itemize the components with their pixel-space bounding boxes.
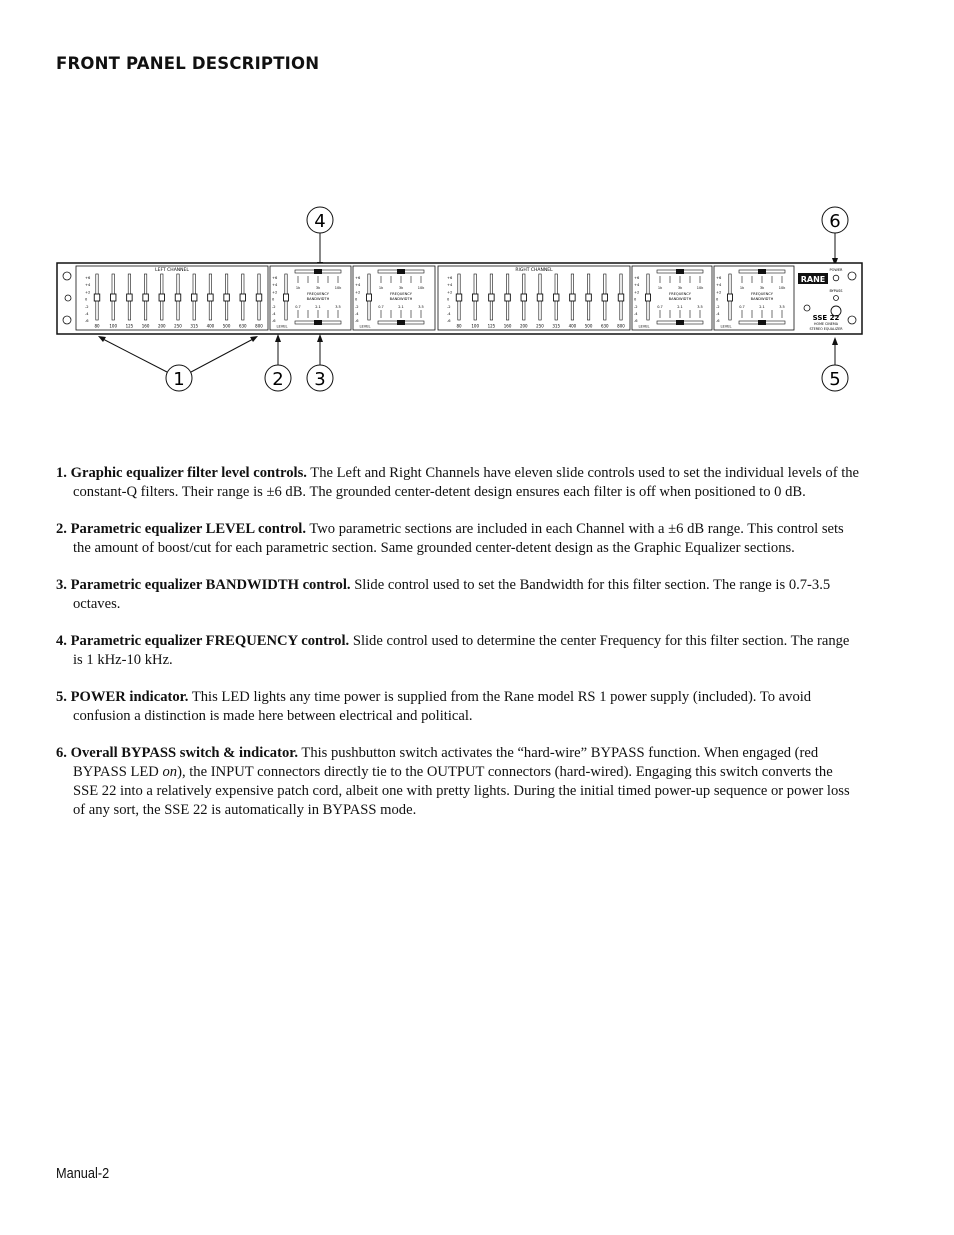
item-number: 5.: [56, 689, 67, 706]
db-scale-label: -6: [355, 319, 359, 324]
param-level-label: LEVEL: [638, 324, 650, 329]
eq-band-label: 800: [255, 323, 263, 329]
db-scale-label: -2: [355, 304, 359, 309]
item-3: [56, 576, 861, 614]
graphic-eq-slider-knob: [618, 294, 624, 301]
bandwidth-tick-label: 2.1: [398, 305, 404, 309]
graphic-eq-slider-knob: [224, 294, 230, 301]
db-scale-label: -4: [272, 312, 276, 316]
db-scale-label: -6: [716, 319, 720, 324]
item-text: Slide control used to set the Bandwidth for this filter section. The range is 0.7-3.5 octaves.: [73, 577, 831, 612]
bandwidth-tick-label: 0.7: [378, 305, 384, 309]
bypass-label: BYPASS: [829, 289, 843, 293]
description-list: [56, 464, 861, 838]
db-scale-label: -6: [272, 319, 276, 324]
param-level-slider-knob: [367, 294, 372, 301]
power-label: POWER: [829, 268, 843, 272]
db-scale-label: +6: [716, 276, 722, 280]
db-scale-label: 0: [634, 297, 637, 302]
model-label: SSE 22: [812, 314, 840, 322]
graphic-eq-slider-knob: [570, 294, 576, 301]
graphic-eq-slider-knob: [553, 294, 559, 301]
graphic-eq-slider-knob: [602, 294, 608, 301]
db-scale-label: -6: [447, 319, 451, 324]
graphic-eq-slider-knob: [175, 294, 181, 301]
param-bandwidth-knob: [397, 320, 405, 325]
callout-number-6: 6: [829, 211, 841, 232]
db-scale-label: -2: [716, 304, 720, 309]
eq-band-label: 250: [174, 323, 182, 329]
left-channel-title: LEFT CHANNEL: [155, 268, 189, 273]
eq-band-label: 400: [568, 323, 577, 329]
frequency-label: FREQUENCY: [307, 292, 329, 296]
db-scale-label: +4: [355, 283, 361, 288]
item-text: ), the INPUT connectors directly tie to the OUTPUT connectors (hard-wired). Engaging this switch converts the SSE 22 into a relatively expensive patch cord, albeit one with pretty lights. During the initial timed power-up sequence or power loss of any sort, the SSE 22 is automatically in BYPASS mode.: [73, 764, 850, 818]
frequency-tick-label: 3k: [315, 286, 321, 290]
db-scale-label: -2: [272, 304, 276, 309]
eq-band-label: 200: [519, 323, 528, 329]
graphic-eq-slider-knob: [489, 294, 495, 301]
param-level-slider-knob: [646, 294, 651, 301]
eq-band-label: 160: [141, 323, 150, 329]
bandwidth-tick-label: 3.5: [779, 305, 785, 309]
db-scale-label: +2: [85, 290, 91, 295]
item-title: Graphic equalizer filter level controls.: [70, 465, 307, 481]
graphic-eq-slider-knob: [240, 294, 246, 301]
graphic-eq-slider-knob: [94, 294, 100, 301]
item-title: Parametric equalizer BANDWIDTH control.: [70, 577, 351, 594]
db-scale-label: +6: [272, 276, 278, 280]
eq-band-label: 100: [471, 323, 480, 329]
frequency-tick-label: 3k: [759, 286, 765, 290]
param-level-label: LEVEL: [359, 324, 371, 329]
db-scale-label: -2: [447, 304, 451, 309]
graphic-eq-slider-knob: [586, 294, 592, 301]
param-frequency-knob: [314, 269, 322, 274]
frequency-tick-label: 3k: [398, 286, 404, 290]
eq-band-label: 400: [206, 323, 215, 329]
param-level-slider-knob: [728, 294, 733, 301]
item-text: This pushbutton switch activates the “hard-wire” BYPASS function. When engaged (red BYPASS LED: [73, 745, 819, 781]
item-4: [56, 632, 861, 670]
bandwidth-tick-label: 3.5: [335, 305, 341, 309]
db-scale-label: +4: [716, 283, 722, 288]
db-scale-label: -2: [634, 304, 638, 309]
db-scale-label: -4: [634, 312, 638, 316]
item-text: Two parametric sections are included in each Channel with a ±6 dB range. This control sets the amount of boost/cut for each parametric section. Same grounded center-detent design as the Graphic Equalizer sections.: [73, 521, 844, 556]
item-text: Slide control used to determine the center Frequency for this filter section. The range is 1 kHz-10 kHz.: [73, 633, 850, 669]
item-text: This LED lights any time power is supplied from the Rane model RS 1 power supply (included). To avoid confusion a distinction is made here between electrical and political.: [73, 689, 812, 725]
db-scale-label: +4: [85, 283, 91, 288]
item-number: 1.: [56, 465, 67, 481]
db-scale-label: +6: [447, 276, 453, 280]
rane-logo-text: RANE: [800, 275, 826, 284]
db-scale-label: +4: [634, 283, 640, 288]
db-scale-label: +2: [447, 290, 453, 295]
bandwidth-label: BANDWIDTH: [389, 297, 413, 301]
frequency-tick-label: 1k: [295, 286, 301, 290]
page-heading: FRONT PANEL DESCRIPTION: [56, 54, 320, 73]
eq-band-label: 500: [584, 323, 593, 329]
param-bandwidth-knob: [758, 320, 766, 325]
right-channel-title: RIGHT CHANNEL: [515, 268, 553, 273]
param-level-label: LEVEL: [276, 324, 288, 329]
bandwidth-tick-label: 3.5: [418, 305, 424, 309]
frequency-label: FREQUENCY: [390, 292, 412, 296]
model-line-1: HOME CINEMA: [814, 322, 838, 326]
db-scale-label: -6: [85, 319, 89, 324]
bandwidth-tick-label: 0.7: [739, 305, 745, 309]
bandwidth-tick-label: 2.1: [315, 305, 321, 309]
callout-number-3: 3: [314, 369, 326, 390]
db-scale-label: +4: [447, 283, 453, 288]
bandwidth-tick-label: 0.7: [657, 305, 663, 309]
frequency-tick-label: 1k: [657, 286, 663, 290]
bandwidth-tick-label: 2.1: [759, 305, 765, 309]
frequency-tick-label: 10k: [696, 286, 704, 290]
item-number: 3.: [56, 577, 67, 594]
db-scale-label: -4: [355, 312, 359, 316]
frequency-tick-label: 1k: [378, 286, 384, 290]
graphic-eq-slider-knob: [143, 294, 149, 301]
frequency-tick-label: 10k: [778, 286, 786, 290]
graphic-eq-slider-knob: [456, 294, 462, 301]
eq-band-label: 630: [600, 323, 609, 329]
frequency-tick-label: 10k: [417, 286, 425, 290]
db-scale-label: -4: [716, 312, 720, 316]
item-number: 4.: [56, 633, 67, 650]
item-2: [56, 520, 861, 558]
frequency-tick-label: 3k: [677, 286, 683, 290]
bandwidth-tick-label: 2.1: [677, 305, 683, 309]
callout-number-4: 4: [314, 211, 326, 232]
graphic-eq-slider-knob: [537, 294, 543, 301]
db-scale-label: -4: [447, 312, 451, 316]
bandwidth-tick-label: 0.7: [295, 305, 301, 309]
db-scale-label: 0: [355, 297, 358, 302]
graphic-eq-slider-knob: [256, 294, 262, 301]
db-scale-label: +6: [634, 276, 640, 280]
model-line-2: STEREO EQUALIZER: [809, 327, 843, 331]
item-number: 2.: [56, 521, 67, 538]
eq-band-label: 315: [552, 323, 561, 329]
db-scale-label: +2: [634, 290, 640, 295]
front-panel-figure: [0, 195, 954, 405]
eq-band-label: 315: [190, 323, 199, 329]
eq-band-label: 80: [94, 323, 100, 329]
db-scale-label: 0: [85, 297, 88, 302]
bandwidth-label: BANDWIDTH: [750, 297, 774, 301]
db-scale-label: 0: [447, 297, 450, 302]
callout-number-2: 2: [272, 369, 284, 390]
db-scale-label: 0: [716, 297, 719, 302]
bandwidth-label: BANDWIDTH: [306, 297, 330, 301]
callout-number-1: 1: [173, 369, 185, 390]
db-scale-label: +2: [272, 290, 278, 295]
db-scale-label: -4: [85, 312, 89, 316]
param-frequency-knob: [397, 269, 405, 274]
frequency-tick-label: 10k: [334, 286, 342, 290]
item-1: [56, 464, 861, 502]
param-bandwidth-knob: [314, 320, 322, 325]
param-frequency-knob: [758, 269, 766, 274]
db-scale-label: 0: [272, 297, 275, 302]
db-scale-label: +6: [355, 276, 361, 280]
graphic-eq-slider-knob: [191, 294, 197, 301]
eq-band-label: 630: [238, 323, 247, 329]
graphic-eq-slider-knob: [521, 294, 527, 301]
eq-band-label: 200: [157, 323, 166, 329]
db-scale-label: +2: [716, 290, 722, 295]
frequency-label: FREQUENCY: [751, 292, 773, 296]
eq-band-label: 125: [487, 323, 496, 329]
item-title: Parametric equalizer LEVEL control.: [70, 521, 306, 538]
eq-band-label: 160: [503, 323, 512, 329]
item-5: [56, 688, 861, 726]
eq-band-label: 80: [456, 323, 462, 329]
graphic-eq-slider-knob: [208, 294, 214, 301]
eq-band-label: 100: [109, 323, 118, 329]
db-scale-label: +2: [355, 290, 361, 295]
frequency-label: FREQUENCY: [669, 292, 691, 296]
eq-band-label: 125: [125, 323, 134, 329]
item-text: The Left and Right Channels have eleven slide controls used to set the individual levels of the constant-Q filters. Their range is ±6 dB. The grounded center-detent design ensures each filter is off when positioned to 0 dB.: [73, 465, 860, 500]
graphic-eq-slider-knob: [472, 294, 478, 301]
graphic-eq-slider-knob: [159, 294, 165, 301]
graphic-eq-slider-knob: [127, 294, 132, 301]
item-title: POWER indicator.: [70, 689, 189, 706]
item-emphasis: on: [162, 764, 178, 781]
eq-band-label: 250: [536, 323, 544, 329]
db-scale-label: +4: [272, 283, 278, 288]
param-level-label: LEVEL: [720, 324, 732, 329]
db-scale-label: -6: [634, 319, 638, 324]
item-title: Parametric equalizer FREQUENCY control.: [70, 633, 350, 650]
graphic-eq-slider-knob: [110, 294, 116, 301]
bandwidth-tick-label: 3.5: [697, 305, 703, 309]
eq-band-label: 500: [222, 323, 231, 329]
page-footer: Manual-2: [56, 1165, 110, 1182]
param-frequency-knob: [676, 269, 684, 274]
db-scale-label: -2: [85, 304, 89, 309]
graphic-eq-slider-knob: [505, 294, 511, 301]
callout-number-5: 5: [829, 369, 841, 390]
bandwidth-label: BANDWIDTH: [668, 297, 692, 301]
item-number: 6.: [56, 745, 67, 762]
eq-band-label: 800: [617, 323, 625, 329]
frequency-tick-label: 1k: [739, 286, 745, 290]
item-title: Overall BYPASS switch & indicator.: [70, 745, 299, 762]
item-6: [56, 744, 861, 819]
param-level-slider-knob: [284, 294, 289, 301]
db-scale-label: +6: [85, 276, 91, 280]
param-bandwidth-knob: [676, 320, 684, 325]
